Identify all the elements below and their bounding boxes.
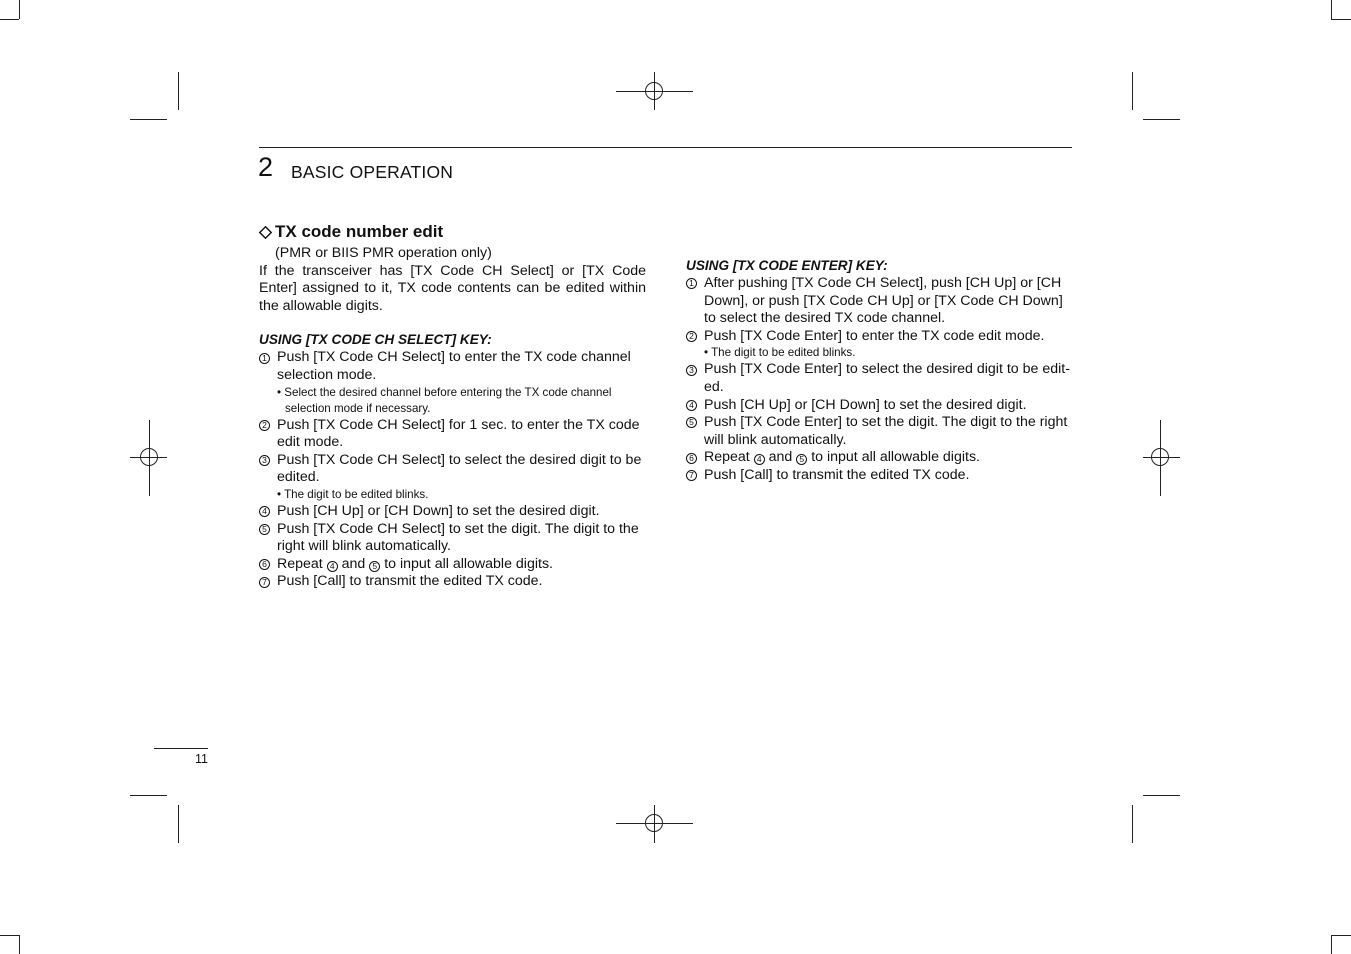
header-rule xyxy=(259,147,1072,148)
step-number: 5 xyxy=(686,417,697,428)
step-number: 6 xyxy=(686,453,697,464)
step-text: Push [TX Code CH Select] to set the digit. The digit to the right will blink automatically. xyxy=(277,520,639,555)
section-number: 2 xyxy=(258,152,274,182)
step-text: Push [Call] to transmit the edited TX code. xyxy=(704,466,970,483)
crop-mark-top-left-v xyxy=(19,0,20,19)
trim-mark-br-h xyxy=(1143,795,1180,796)
step-number: 5 xyxy=(259,524,270,535)
list-item xyxy=(686,467,1073,485)
using-title-code-enter: USING [TX CODE ENTER] KEY: xyxy=(686,258,888,273)
trim-mark-tl-h xyxy=(130,119,167,120)
list-item xyxy=(686,414,1073,449)
crop-mark-bottom-right-h xyxy=(1331,935,1351,936)
list-item xyxy=(686,449,1073,467)
list-item xyxy=(259,503,646,521)
section-heading xyxy=(259,221,646,243)
step-reference: 4 xyxy=(327,561,338,572)
list-item xyxy=(686,328,1073,346)
step-text: Repeat 4 and 5 to input all allowable digits. xyxy=(277,555,553,572)
trim-mark-tr-v xyxy=(1132,72,1133,110)
list-item xyxy=(259,573,646,591)
heading-subtitle: (PMR or BIIS PMR operation only) xyxy=(275,245,492,261)
step-number: 4 xyxy=(686,400,697,411)
list-item xyxy=(259,452,646,487)
list-item xyxy=(259,349,646,384)
step-note: • The digit to be edited blinks. xyxy=(704,346,856,360)
step-number: 1 xyxy=(686,278,697,289)
step-number: 3 xyxy=(259,455,270,466)
step-text: Push [CH Up] or [CH Down] to set the desired digit. xyxy=(704,396,1027,413)
crop-mark-bottom-right-v xyxy=(1331,935,1332,954)
step-number: 6 xyxy=(259,559,270,570)
step-number: 4 xyxy=(259,506,270,517)
step-text: Push [TX Code Enter] to set the digit. The digit to the right will blink automatically. xyxy=(704,414,1068,448)
using-title-ch-select: USING [TX CODE CH SELECT] KEY: xyxy=(259,332,492,348)
crop-mark-top-right-v xyxy=(1331,0,1332,19)
step-reference: 5 xyxy=(796,454,807,465)
section-title: BASIC OPERATION xyxy=(291,162,454,182)
intro-paragraph: If the transceiver has [TX Code CH Select] or [TX Code Enter] assigned to it, TX code contents can be edited within the allowable digits. xyxy=(259,262,646,314)
page-number: 11 xyxy=(195,752,208,766)
left-column xyxy=(259,221,646,591)
list-item xyxy=(686,275,1073,328)
step-note: • The digit to be edited blinks. xyxy=(277,487,429,501)
step-reference: 5 xyxy=(369,561,380,572)
step-text: Push [TX Code CH Select] to enter the TX code channel selection mode. xyxy=(277,349,631,383)
step-text: After pushing [TX Code CH Select], push [CH Up] or [CH Down], or push [TX Code CH Up] or [TX Code CH Down] to select the desired TX code channel. xyxy=(704,275,1063,327)
page-number-rule xyxy=(154,748,208,749)
crop-mark-top-right-h xyxy=(1331,19,1351,20)
list-item xyxy=(259,521,646,556)
trim-mark-bl-h xyxy=(130,795,167,796)
diamond-bullet-icon xyxy=(259,226,272,239)
step-number: 1 xyxy=(259,353,270,364)
crop-mark-bottom-left-v xyxy=(19,935,20,954)
list-item xyxy=(686,361,1073,396)
step-note: • Select the desired channel before entering the TX code channel selection mode if necessary. xyxy=(277,385,612,415)
step-number: 3 xyxy=(686,365,697,376)
list-item xyxy=(259,417,646,452)
step-text: Push [TX Code CH Select] for 1 sec. to enter the TX code edit mode. xyxy=(277,416,640,451)
step-reference: 4 xyxy=(754,454,765,465)
trim-mark-br-v xyxy=(1132,805,1133,843)
step-text: Repeat 4 and 5 to input all allowable digits. xyxy=(704,449,980,466)
trim-mark-tr-h xyxy=(1143,119,1180,120)
step-text: Push [Call] to transmit the edited TX code. xyxy=(277,573,543,590)
crop-mark-top-left-h xyxy=(0,19,19,20)
trim-mark-tl-v xyxy=(178,72,179,110)
step-text: Push [TX Code Enter] to select the desired digit to be edit-ed. xyxy=(704,361,1070,395)
step-text: Push [TX Code Enter] to enter the TX code edit mode. xyxy=(704,327,1045,344)
step-number: 2 xyxy=(686,331,697,342)
list-item xyxy=(259,556,646,574)
step-text: Push [CH Up] or [CH Down] to set the desired digit. xyxy=(277,502,600,519)
right-column xyxy=(686,257,1073,485)
crop-mark-bottom-left-h xyxy=(0,935,19,936)
trim-mark-bl-v xyxy=(178,805,179,843)
step-number: 2 xyxy=(259,420,270,431)
list-item xyxy=(686,397,1073,415)
step-text: Push [TX Code CH Select] to select the desired digit to be edited. xyxy=(277,451,642,486)
heading-text: TX code number edit xyxy=(275,222,444,241)
step-number: 7 xyxy=(686,470,697,481)
step-number: 7 xyxy=(259,577,270,588)
